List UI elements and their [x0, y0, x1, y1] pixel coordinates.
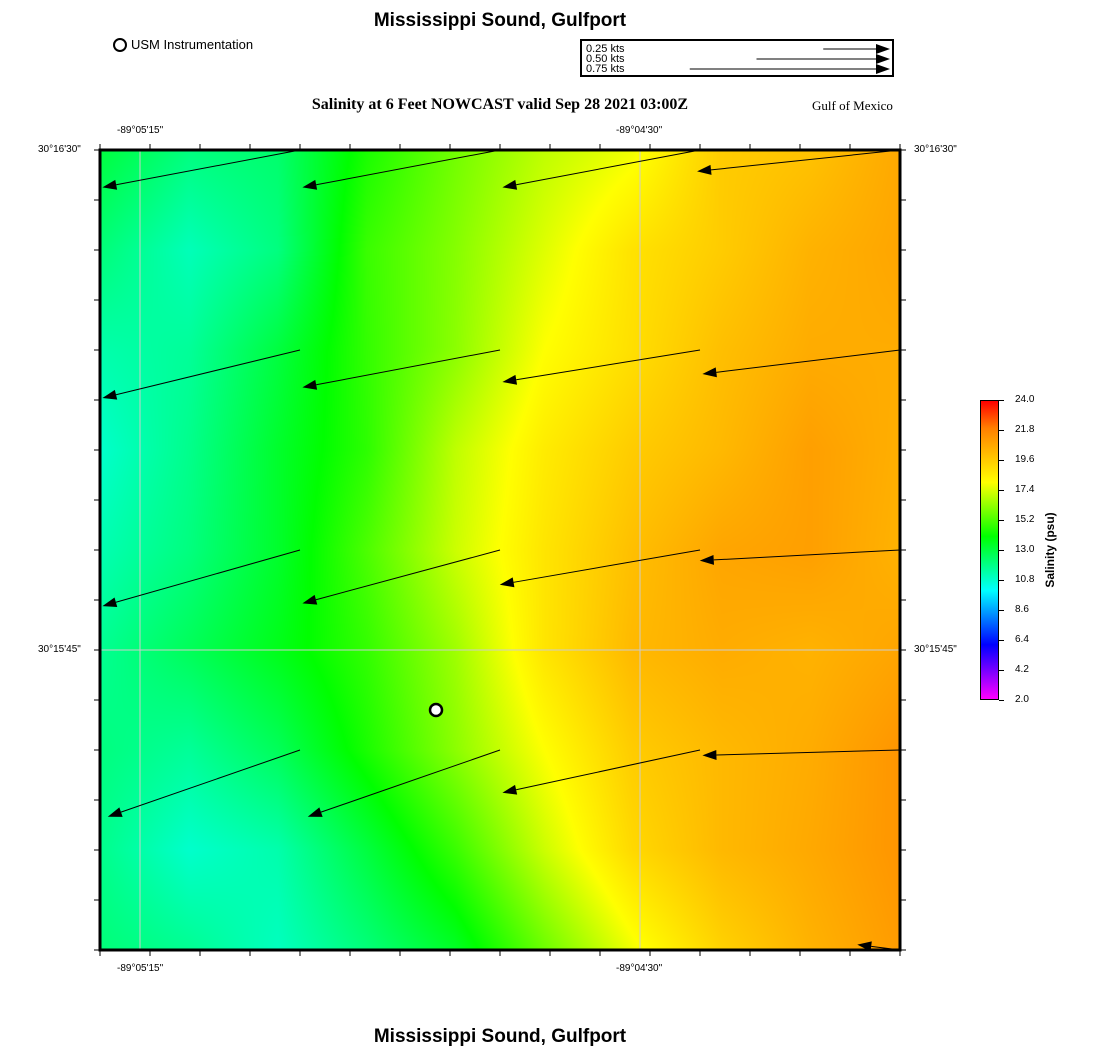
colorbar-tick-label: 24.0 — [1015, 394, 1035, 405]
colorbar-tick-label: 15.2 — [1015, 514, 1035, 525]
usm-station-marker[interactable] — [430, 704, 442, 716]
vector-legend-label: 0.75 kts — [586, 63, 625, 75]
current-vector-arrow — [702, 750, 900, 760]
colorbar-tick-label: 13.0 — [1015, 544, 1035, 555]
current-vector-arrow — [308, 750, 500, 817]
current-vector-arrow — [702, 350, 900, 377]
colorbar-tick-label: 10.8 — [1015, 574, 1035, 585]
lat-tick-label: 30°15'45" — [38, 644, 81, 655]
colorbar-tick-label: 19.6 — [1015, 454, 1035, 465]
vector-legend-arrow — [823, 44, 890, 54]
lat-tick-label: 30°16'30" — [914, 144, 957, 155]
colorbar-tick — [999, 460, 1004, 461]
vector-legend-arrow — [690, 64, 890, 74]
colorbar-tick — [999, 700, 1004, 701]
vector-legend-arrows — [582, 41, 892, 75]
colorbar-tick — [999, 520, 1004, 521]
colorbar-tick-label: 6.4 — [1015, 634, 1029, 645]
colorbar-tick-label: 17.4 — [1015, 484, 1035, 495]
colorbar-tick — [999, 490, 1004, 491]
vector-legend — [580, 39, 894, 77]
current-vector-arrow — [697, 150, 900, 175]
current-vector-arrow — [102, 350, 300, 400]
current-vector-arrow — [102, 150, 300, 190]
current-vector-arrow — [502, 150, 700, 190]
colorbar-tick — [999, 640, 1004, 641]
colorbar-tick — [999, 670, 1004, 671]
colorbar-tick — [999, 400, 1004, 401]
current-vector-arrow — [700, 550, 900, 565]
colorbar-tick — [999, 580, 1004, 581]
lon-tick-label: -89°05'15" — [117, 125, 164, 136]
station-marker-icon — [113, 38, 127, 52]
colorbar-title: Salinity (psu) — [1043, 512, 1057, 588]
plot-title: Salinity at 6 Feet NOWCAST valid Sep 28 2021 03:00Z — [311, 96, 689, 113]
vector-legend-label: 0.25 kts — [586, 43, 625, 55]
marker-legend — [113, 37, 253, 52]
region-label: Gulf of Mexico — [812, 98, 893, 113]
colorbar-tick-label: 8.6 — [1015, 604, 1029, 615]
lon-tick-label: -89°04'30" — [616, 963, 663, 974]
lon-tick-label: -89°05'15" — [117, 963, 164, 974]
map-footer-title: Mississippi Sound, Gulfport — [373, 1026, 627, 1047]
colorbar-tick-label: 4.2 — [1015, 664, 1029, 675]
map-title: Mississippi Sound, Gulfport — [373, 10, 627, 31]
current-vector-arrow — [102, 550, 300, 607]
colorbar-tick — [999, 550, 1004, 551]
current-vectors — [102, 150, 900, 951]
colorbar-tick — [999, 610, 1004, 611]
current-vector-arrow — [502, 750, 700, 795]
lon-tick-label: -89°04'30" — [616, 125, 663, 136]
marker-legend-label: USM Instrumentation — [131, 37, 254, 52]
current-vector-arrow — [302, 550, 500, 605]
vector-legend-label: 0.50 kts — [586, 53, 625, 65]
current-vector-arrow — [302, 150, 500, 190]
colorbar — [980, 400, 999, 700]
current-vector-arrow — [302, 350, 500, 390]
map-overlay — [90, 140, 910, 960]
current-vector-arrow — [500, 550, 700, 587]
colorbar-tick — [999, 430, 1004, 431]
lat-tick-label: 30°15'45" — [914, 644, 957, 655]
lat-tick-label: 30°16'30" — [38, 144, 81, 155]
current-vector-arrow — [108, 750, 300, 817]
vector-legend-arrow — [757, 54, 891, 64]
colorbar-tick-label: 2.0 — [1015, 694, 1029, 705]
current-vector-arrow — [502, 350, 700, 385]
colorbar-tick-label: 21.8 — [1015, 424, 1035, 435]
